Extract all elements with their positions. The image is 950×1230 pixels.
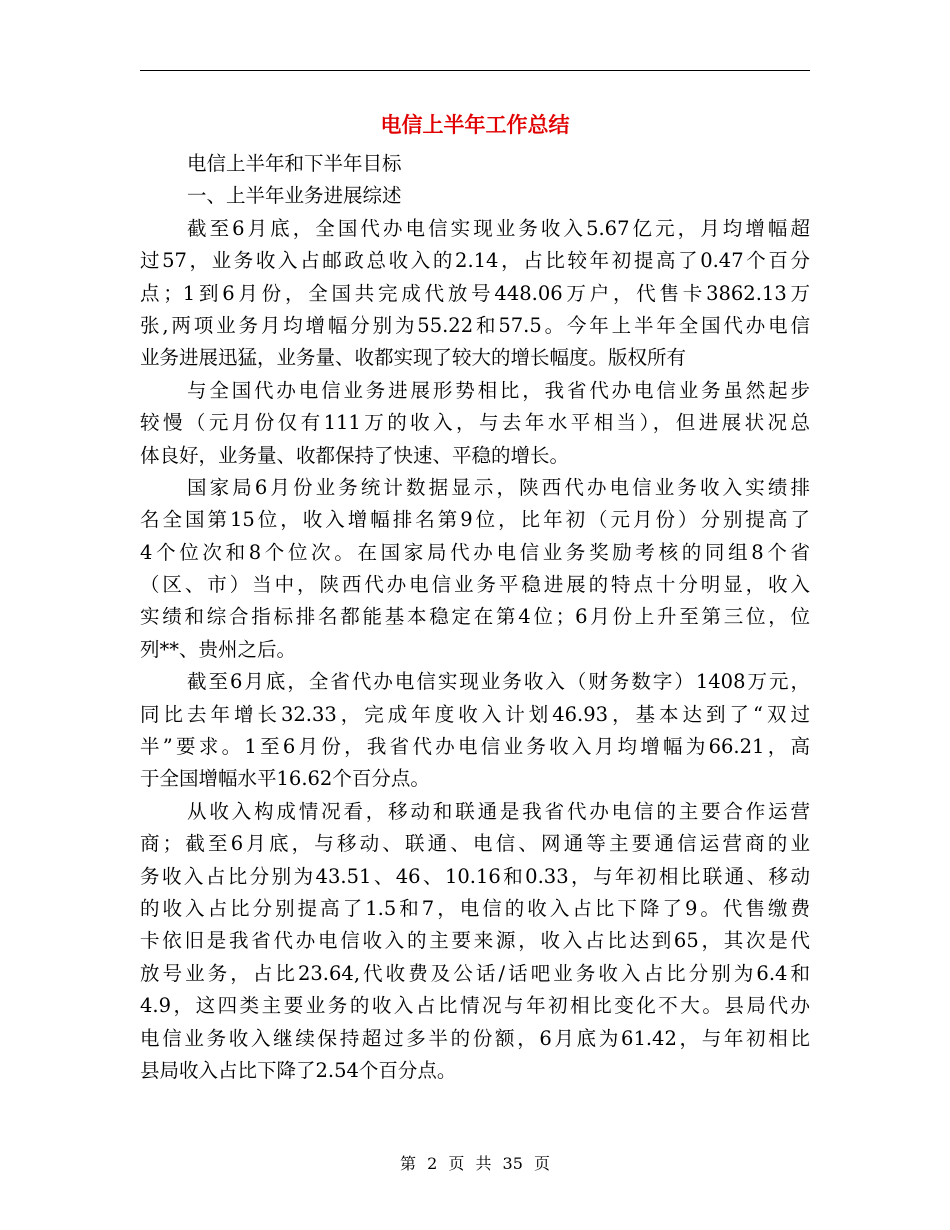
text-line: 截至6月底，全省代办电信实现业务收入（财务数字）1408万元， bbox=[187, 670, 810, 694]
text-line: 县局收入占比下降了2.54个百分点。 bbox=[140, 1058, 457, 1082]
header-rule bbox=[140, 70, 810, 71]
text-line: 国家局6月份业务统计数据显示，陕西代办电信业务收入实绩排 bbox=[187, 475, 810, 499]
text-line: 与全国代办电信业务进展形势相比，我省代办电信业务虽然起步 bbox=[187, 378, 810, 402]
text-line: 4.9，这四类主要业务的收入占比情况与年初相比变化不大。县局代办 bbox=[140, 994, 810, 1018]
text-line: 半”要求。1至6月份，我省代办电信业务收入月均增幅为66.21，高 bbox=[140, 735, 810, 759]
text-line: 商；截至6月底，与移动、联通、电信、网通等主要通信运营商的业 bbox=[140, 832, 810, 856]
text-line: 一、上半年业务进展综述 bbox=[187, 184, 402, 208]
text-line: 过57，业务收入占邮政总收入的2.14，占比较年初提高了0.47个百分 bbox=[140, 249, 810, 273]
text-line: 名全国第15位，收入增幅排名第9位，比年初（元月份）分别提高了 bbox=[140, 508, 810, 532]
text-line: 同比去年增长32.33，完成年度收入计划46.93，基本达到了“双过 bbox=[140, 702, 810, 726]
text-line: 业务进展迅猛，业务量、收都实现了较大的增长幅度。版权所有 bbox=[140, 346, 687, 370]
text-line: 截至6月底，全国代办电信实现业务收入5.67亿元，月均增幅超 bbox=[187, 216, 810, 240]
text-line: 从收入构成情况看，移动和联通是我省代办电信的主要合作运营 bbox=[187, 799, 810, 823]
text-line: （区、市）当中，陕西代办电信业务平稳进展的特点十分明显，收入 bbox=[140, 573, 810, 597]
text-line: 点；1到6月份，全国共完成代放号448.06万户，代售卡3862.13万 bbox=[140, 281, 810, 305]
text-line: 较慢（元月份仅有111万的收入，与去年水平相当），但进展状况总 bbox=[140, 411, 810, 435]
text-line: 列**、贵州之后。 bbox=[140, 637, 297, 661]
text-line: 放号业务，占比23.64,代收费及公话/话吧业务收入占比分别为6.4和 bbox=[140, 961, 810, 985]
document-body bbox=[140, 148, 810, 1087]
text-line: 务收入占比分别为43.51、46、10.16和0.33，与年初相比联通、移动 bbox=[140, 864, 810, 888]
text-line: 4个位次和8个位次。在国家局代办电信业务奖励考核的同组8个省 bbox=[140, 540, 810, 564]
text-line: 电信上半年和下半年目标 bbox=[187, 152, 402, 175]
text-line: 体良好，业务量、收都保持了快速、平稳的增长。 bbox=[140, 443, 570, 467]
text-line: 卡依旧是我省代办电信收入的主要来源，收入占比达到65，其次是代 bbox=[140, 929, 810, 953]
text-line: 于全国增幅水平16.62个百分点。 bbox=[140, 767, 430, 791]
text-line: 张,两项业务月均增幅分别为55.22和57.5。今年上半年全国代办电信 bbox=[140, 313, 810, 337]
text-line: 的收入占比分别提高了1.5和7，电信的收入占比下降了9。代售缴费 bbox=[140, 896, 810, 920]
text-line: 电信业务收入继续保持超过多半的份额，6月底为61.42，与年初相比 bbox=[140, 1026, 810, 1050]
page-number: 第 2 页 共 35 页 bbox=[400, 1154, 550, 1173]
document-title: 电信上半年工作总结 bbox=[380, 112, 570, 137]
text-line: 实绩和综合指标排名都能基本稳定在第4位；6月份上升至第三位，位 bbox=[140, 605, 810, 629]
